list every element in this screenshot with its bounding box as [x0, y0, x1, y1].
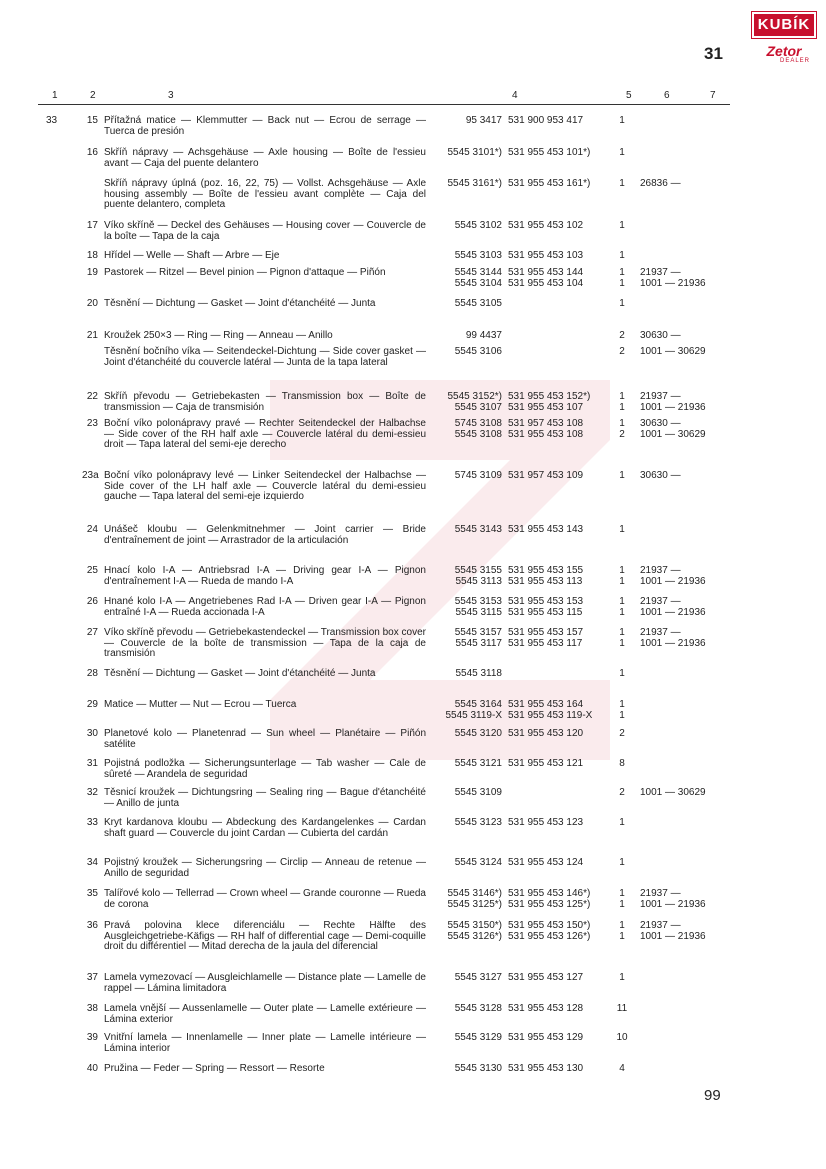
part-serial-note: 30630 — [640, 330, 681, 341]
table-row [0, 148, 826, 170]
column-headers [0, 90, 826, 104]
part-description: Těsnění bočního víka — Seitendeckel-Dichtung — Side cover gasket — Joint d'étanchéité du couvercle latéral — Junta de la tapa lateral [104, 346, 426, 368]
part-description: Hnací kolo I-A — Antriebsrad I-A — Driving gear I-A — Pignon d'entraînement I-A — Rueda de mando I-A [104, 565, 426, 587]
part-number-old: 5545 3120 [454, 728, 502, 739]
part-number-new: 531 955 453 128 [508, 1003, 584, 1014]
part-number-old: 5545 3124 [454, 857, 502, 868]
part-position: 36 [86, 920, 98, 931]
part-position: 39 [86, 1032, 98, 1043]
part-number-old: 5545 3161*) [447, 178, 502, 189]
part-description: Víko skříně převodu — Getriebekastendeckel — Transmission box cover — Couvercle de la boîte de transmission — Tapa de la caja de transmisión [104, 627, 426, 659]
part-number-new: 531 955 453 146*) 531 955 453 125*) [508, 888, 591, 910]
part-number-old: 5545 3102 [454, 220, 502, 231]
part-quantity: 1 1 [619, 699, 625, 721]
table-row [0, 818, 826, 850]
part-description: Skříň nápravy úplná (poz. 16, 22, 75) — Vollst. Achsgehäuse — Axle housing assembly — Boîte de l'essieu avant complète — Caja del puente delantero, completa [104, 178, 426, 210]
part-number-new: 531 955 453 161*) [508, 178, 591, 189]
part-description: Hřídel — Welle — Shaft — Arbre — Eje [104, 250, 280, 261]
part-number-new: 531 955 453 152*) 531 955 453 107 [508, 391, 591, 413]
part-quantity: 2 [619, 787, 625, 798]
part-position: 18 [86, 250, 98, 261]
part-number-old: 5545 3146*) 5545 3125*) [447, 888, 502, 910]
part-description: Vnitřní lamela — Innenlamelle — Inner plate — Lamelle intérieure — Lámina interior [104, 1032, 426, 1054]
part-serial-note: 21937 — 1001 — 21936 [640, 565, 706, 587]
part-quantity: 1 [619, 250, 625, 261]
section-number: 33 [46, 115, 58, 126]
part-number-old: 5545 3130 [454, 1063, 502, 1074]
part-position: 40 [86, 1063, 98, 1074]
header-col-4: 4 [512, 90, 518, 101]
header-rule [38, 104, 730, 105]
part-position: 31 [86, 758, 98, 769]
part-position: 34 [86, 857, 98, 868]
table-row [0, 700, 826, 722]
table-row [0, 419, 826, 461]
part-number-new: 531 955 453 143 [508, 524, 584, 535]
part-position: 21 [86, 330, 98, 341]
part-serial-note: 21937 — 1001 — 21936 [640, 596, 706, 618]
part-description: Planetové kolo — Planetenrad — Sun wheel — Planétaire — Piñón satélite [104, 728, 426, 750]
part-number-old: 5545 3129 [454, 1032, 502, 1043]
part-position: 27 [86, 627, 98, 638]
part-number-old: 5545 3121 [454, 758, 502, 769]
part-number-old: 5545 3101*) [447, 147, 502, 158]
part-number-new: 531 955 453 155 531 955 453 113 [508, 565, 584, 587]
part-number-old: 5545 3127 [454, 972, 502, 983]
header-col-6: 6 [664, 90, 670, 101]
part-description: Víko skříně — Deckel des Gehäuses — Housing cover — Couvercle de la boîte — Tapa de la caja [104, 220, 426, 242]
table-row [0, 566, 826, 588]
table-row [0, 268, 826, 290]
part-description: Pojistná podložka — Sicherungsunterlage — Tab washer — Cale de sûreté — Arandela de seguridad [104, 758, 426, 780]
part-number-new: 531 955 453 153 531 955 453 115 [508, 596, 584, 618]
part-serial-note: 30630 — 1001 — 30629 [640, 418, 706, 440]
table-row [0, 597, 826, 619]
part-description: Hnané kolo I-A — Angetriebenes Rad I-A — Driven gear I-A — Pignon entraîné I-A — Rueda accionada I-A [104, 596, 426, 618]
part-number-old: 5545 3164 5545 3119-X [445, 699, 502, 721]
part-number-new: 531 955 453 103 [508, 250, 584, 261]
part-quantity: 1 2 [619, 418, 625, 440]
header-col-3: 3 [168, 90, 174, 101]
table-row [0, 1033, 826, 1055]
header-col-5: 5 [626, 90, 632, 101]
part-number-old: 5545 3123 [454, 817, 502, 828]
table-row [0, 347, 826, 379]
part-number-old: 5545 3152*) 5545 3107 [447, 391, 502, 413]
part-position: 38 [86, 1003, 98, 1014]
part-quantity: 1 [619, 147, 625, 158]
part-quantity: 11 [616, 1003, 628, 1014]
table-row [0, 669, 826, 691]
part-description: Talířové kolo — Tellerrad — Crown wheel — Grande couronne — Rueda de corona [104, 888, 426, 910]
part-serial-note: 21937 — 1001 — 21936 [640, 920, 706, 942]
part-serial-note: 26836 — [640, 178, 681, 189]
table-row [0, 331, 826, 343]
part-quantity: 1 [619, 470, 625, 481]
part-number-new: 531 955 453 120 [508, 728, 584, 739]
part-position: 15 [86, 115, 98, 126]
table-row [0, 392, 826, 414]
part-serial-note: 21937 — 1001 — 21936 [640, 391, 706, 413]
part-quantity: 1 [619, 178, 625, 189]
part-serial-note: 1001 — 30629 [640, 346, 706, 357]
table-row [0, 221, 826, 243]
part-quantity: 1 [619, 298, 625, 309]
part-number-new: 531 955 453 130 [508, 1063, 584, 1074]
part-position: 37 [86, 972, 98, 983]
part-description: Pravá polovina klece diferenciálu — Rechte Hälfte des Ausgleichgetriebe-Käfigs — RH half of differential cage — Demi-coquille droit du différentiel — Mitad derecha de la jaula del diferencial [104, 920, 426, 952]
table-row [0, 1004, 826, 1026]
part-number-old: 5545 3128 [454, 1003, 502, 1014]
table-row [0, 759, 826, 781]
part-number-new: 531 957 453 109 [508, 470, 584, 481]
part-description: Kryt kardanova kloubu — Abdeckung des Kardangelenkes — Cardan shaft guard — Couvercle du joint Cardan — Cubierta del cardán [104, 817, 426, 839]
part-description: Těsnicí kroužek — Dichtungsring — Sealing ring — Bague d'étanchéité — Anillo de junta [104, 787, 426, 809]
part-description: Matice — Mutter — Nut — Ecrou — Tuerca [104, 699, 297, 710]
part-quantity: 1 1 [619, 596, 625, 618]
part-number-new: 531 955 453 164 531 955 453 119-X [508, 699, 593, 721]
part-number-new: 531 957 453 108 531 955 453 108 [508, 418, 584, 440]
part-quantity: 2 [619, 330, 625, 341]
part-description: Těsnění — Dichtung — Gasket — Joint d'étanchéité — Junta [104, 668, 376, 679]
part-position: 22 [86, 391, 98, 402]
header-col-7: 7 [710, 90, 716, 101]
part-serial-note: 21937 — 1001 — 21936 [640, 267, 706, 289]
part-serial-note: 21937 — 1001 — 21936 [640, 627, 706, 649]
part-quantity: 1 [619, 857, 625, 868]
part-position: 24 [86, 524, 98, 535]
part-description: Boční víko polonápravy pravé — Rechter Seitendeckel der Halbachse — Side cover of the RH half axle — Couvercle latéral du demi-essieu droit — Tapa lateral del semi-eje derecho [104, 418, 426, 450]
table-row [0, 116, 826, 138]
logo-zetor: Zetor [766, 43, 802, 59]
part-quantity: 4 [619, 1063, 625, 1074]
part-position: 17 [86, 220, 98, 231]
part-quantity: 1 [619, 115, 625, 126]
kubik-zetor-logo [752, 12, 816, 70]
part-quantity: 1 1 [619, 391, 625, 413]
table-row [0, 858, 826, 880]
part-position: 29 [86, 699, 98, 710]
part-quantity: 10 [616, 1032, 628, 1043]
part-number-new: 531 955 453 157 531 955 453 117 [508, 627, 584, 649]
part-position: 33 [86, 817, 98, 828]
part-serial-note: 30630 — [640, 470, 681, 481]
part-number-old: 5545 3105 [454, 298, 502, 309]
part-quantity: 1 [619, 220, 625, 231]
part-position: 20 [86, 298, 98, 309]
part-number-new: 531 955 453 102 [508, 220, 584, 231]
part-description: Kroužek 250×3 — Ring — Ring — Anneau — Anillo [104, 330, 333, 341]
part-quantity: 1 1 [619, 920, 625, 942]
part-number-new: 531 955 453 144 531 955 453 104 [508, 267, 584, 289]
page-number: 31 [704, 44, 723, 63]
logo-dealer: DEALER [779, 58, 810, 64]
part-number-old: 5545 3109 [454, 787, 502, 798]
folio-number: 99 [704, 1087, 721, 1104]
table-row [0, 251, 826, 263]
part-position: 23 [86, 418, 98, 429]
table-row [0, 973, 826, 995]
part-quantity: 1 [619, 668, 625, 679]
part-description: Pastorek — Ritzel — Bevel pinion — Pignon d'attaque — Piñón [104, 267, 386, 278]
part-number-old: 5545 3157 5545 3117 [454, 627, 502, 649]
part-number-old: 5545 3153 5545 3115 [454, 596, 502, 618]
part-number-new: 531 955 453 121 [508, 758, 584, 769]
part-number-old: 5545 3103 [454, 250, 502, 261]
part-number-new: 531 955 453 123 [508, 817, 584, 828]
part-quantity: 1 [619, 972, 625, 983]
part-quantity: 1 [619, 524, 625, 535]
table-row [0, 471, 826, 513]
header-col-2: 2 [90, 90, 96, 101]
part-number-new: 531 955 453 150*) 531 955 453 126*) [508, 920, 591, 942]
part-quantity: 1 1 [619, 267, 625, 289]
part-number-new: 531 900 953 417 [508, 115, 584, 126]
table-row [0, 1064, 826, 1076]
part-serial-note: 21937 — 1001 — 21936 [640, 888, 706, 910]
part-number-new: 531 955 453 129 [508, 1032, 584, 1043]
part-number-new: 531 955 453 124 [508, 857, 584, 868]
table-row [0, 921, 826, 963]
part-number-old: 5545 3106 [454, 346, 502, 357]
part-description: Lamela vymezovací — Ausgleichlamelle — Distance plate — Lamelle de rappel — Lámina limitadora [104, 972, 426, 994]
part-description: Unášeč kloubu — Gelenkmitnehmer — Joint carrier — Bride d'entraînement de joint — Arrastrador de la articulación [104, 524, 426, 546]
part-quantity: 1 [619, 817, 625, 828]
part-description: Přítažná matice — Klemmutter — Back nut — Ecrou de serrage — Tuerca de presión [104, 115, 426, 137]
part-quantity: 1 1 [619, 627, 625, 649]
part-number-old: 5545 3150*) 5545 3126*) [447, 920, 502, 942]
part-description: Pojistný kroužek — Sicherungsring — Circlip — Anneau de retenue — Anillo de seguridad [104, 857, 426, 879]
table-row [0, 299, 826, 321]
part-quantity: 2 [619, 346, 625, 357]
part-description: Skříň nápravy — Achsgehäuse — Axle housing — Boîte de l'essieu avant — Caja del puente delantero [104, 147, 426, 169]
part-position: 35 [86, 888, 98, 899]
part-position: 28 [86, 668, 98, 679]
part-number-old: 95 3417 [465, 115, 502, 126]
part-number-old: 5545 3144 5545 3104 [454, 267, 502, 289]
part-position: 19 [86, 267, 98, 278]
part-number-old: 99 4437 [465, 330, 502, 341]
table-row [0, 628, 826, 660]
part-position: 25 [86, 565, 98, 576]
logo-kubik: KUBÍK [752, 12, 816, 38]
part-number-old: 5545 3118 [455, 668, 502, 679]
part-number-old: 5745 3108 5545 3108 [454, 418, 502, 440]
part-number-old: 5545 3155 5545 3113 [454, 565, 502, 587]
part-quantity: 2 [619, 728, 625, 739]
table-row [0, 179, 826, 211]
table-row [0, 729, 826, 751]
part-number-old: 5745 3109 [454, 470, 502, 481]
table-row [0, 788, 826, 810]
part-serial-note: 1001 — 30629 [640, 787, 706, 798]
part-position: 32 [86, 787, 98, 798]
part-quantity: 8 [619, 758, 625, 769]
table-row [0, 889, 826, 911]
part-position: 23a [82, 470, 99, 481]
part-quantity: 1 1 [619, 888, 625, 910]
part-description: Lamela vnější — Aussenlamelle — Outer plate — Lamelle extérieure — Lámina exterior [104, 1003, 426, 1025]
header-col-1: 1 [52, 90, 58, 101]
part-position: 30 [86, 728, 98, 739]
part-description: Těsnění — Dichtung — Gasket — Joint d'étanchéité — Junta [104, 298, 376, 309]
part-position: 26 [86, 596, 98, 607]
part-description: Pružina — Feder — Spring — Ressort — Resorte [104, 1063, 325, 1074]
part-number-old: 5545 3143 [454, 524, 502, 535]
part-number-new: 531 955 453 101*) [508, 147, 591, 158]
part-quantity: 1 1 [619, 565, 625, 587]
part-description: Boční víko polonápravy levé — Linker Seitendeckel der Halbachse — Side cover of the LH half axle — Couvercle latéral du demi-essieu gauche — Tapa lateral del semi-eje izquierdo [104, 470, 426, 502]
part-description: Skříň převodu — Getriebekasten — Transmission box — Boîte de transmission — Caja de transmisión [104, 391, 426, 413]
part-number-new: 531 955 453 127 [508, 972, 584, 983]
table-row [0, 525, 826, 557]
part-position: 16 [86, 147, 98, 158]
